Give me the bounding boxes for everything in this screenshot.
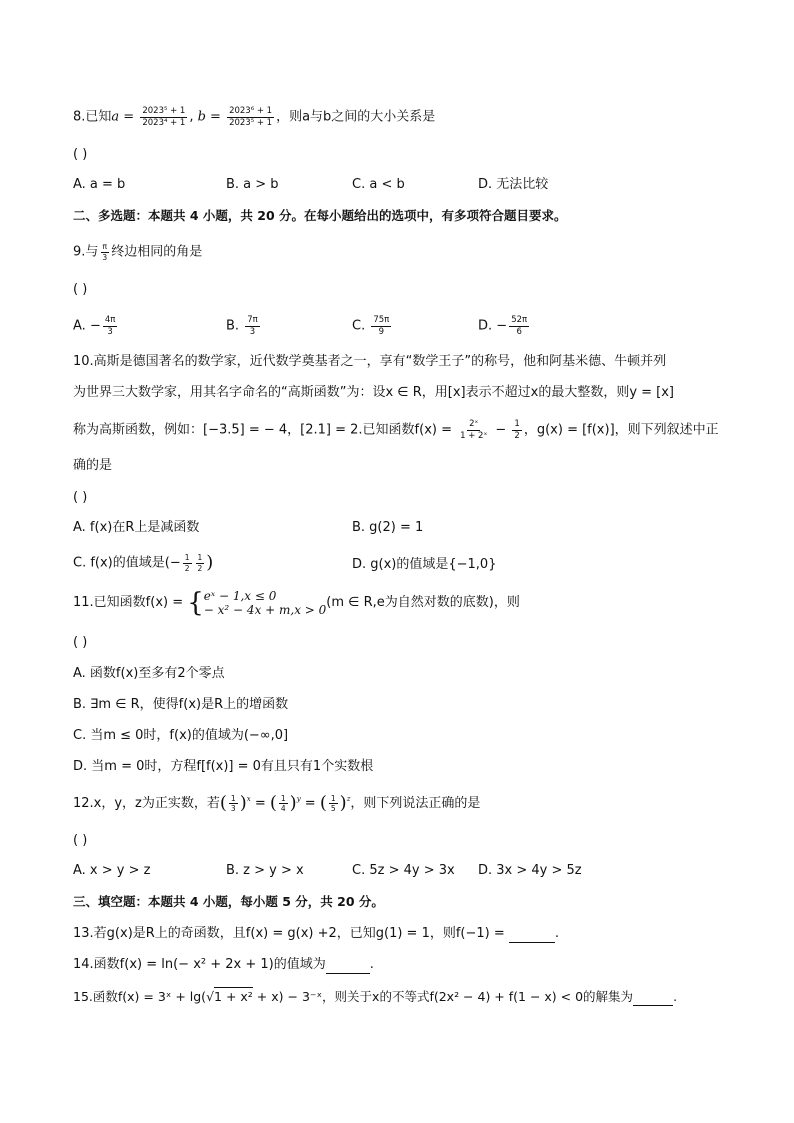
q9-answer-paren: ( ) — [73, 282, 88, 297]
q12-d3: 5 — [330, 804, 336, 813]
q9-option-c-den: 9 — [378, 326, 385, 337]
q14-text: 14.函数f(x) = ln(− x² + 2x + 1)的值域为 — [73, 957, 326, 972]
q9-option-a-label: A. — [73, 318, 86, 334]
section-3-heading: 三、填空题：本题共 4 小题，每小题 5 分，共 20 分。 — [73, 894, 384, 909]
q8-suffix: ，则a与b之间的大小关系是 — [276, 109, 436, 125]
q12-e3: z — [346, 795, 351, 803]
q10-option-c-a: 1 — [184, 553, 190, 562]
q10-line-3c: ，g(x) = [f(x)]，则下列叙述中正 — [523, 422, 719, 438]
q10-line-3 — [73, 420, 719, 440]
q9-option-c-num: 75π — [373, 315, 390, 325]
q10-line-3a: 称为高斯函数，例如：[−3.5] = − 4，[2.1] = 2.已知函数f(x) = — [73, 422, 457, 438]
q9-option-c-label: C. — [352, 318, 366, 334]
q12-d2: 4 — [280, 804, 286, 813]
q12-prefix: 12.x，y，z为正实数，若 — [73, 796, 220, 811]
q10-option-c-b: 2 — [184, 563, 190, 573]
q8-b-denominator: 2023⁵ + 1 — [229, 117, 273, 128]
q13-period: . — [554, 926, 560, 941]
q8-a-numerator: 2023⁵ + 1 — [142, 106, 186, 116]
q12-f3: 1 — [330, 793, 336, 803]
q12-option-c: C. 5z > 4y > 3x — [352, 863, 455, 878]
q11-option-c: C. 当m ≤ 0时，f(x)的值域为(−∞,0] — [73, 728, 289, 743]
q8-answer-paren: ( ) — [73, 147, 88, 162]
q9-option-a-den: 3 — [107, 326, 113, 337]
q11-option-d: D. 当m = 0时，方程f[f(x)] = 0有且只有1个实数根 — [73, 759, 374, 774]
q15-text-b: + x) − 3⁻ˣ，则关于x的不等式f(2x² − 4) + f(1 − x) < 0的解集为 — [252, 989, 634, 1004]
q11-answer-paren: ( ) — [73, 635, 88, 650]
question-13 — [73, 925, 559, 943]
q10-option-c: C. f(x)的值域是(− $\frac{1}{2}$ $\frac{1}{2}$ ) — [73, 552, 214, 573]
q9-option-b — [226, 316, 262, 336]
q10-option-d: D. g(x)的值域是{−1,0} — [352, 557, 497, 572]
q10-answer-paren: ( ) — [73, 490, 88, 505]
q10-option-c-prefix: C. f(x)的值域是 — [73, 555, 165, 571]
q15-sqrt-sign: √ — [206, 989, 215, 1004]
q10-option-c-open: (− — [164, 555, 181, 571]
q14-answer-blank[interactable] — [326, 961, 370, 974]
q9-frac-den: 3 — [102, 252, 108, 262]
q12-option-a: A. x > y > z — [73, 863, 151, 878]
q10-half-num: 1 — [514, 419, 520, 429]
q15-radicand: 1 + x² — [214, 989, 253, 1004]
q9-frac-num: π — [102, 242, 108, 251]
q10-frac-num: 2ˣ — [469, 419, 479, 429]
q15-answer-blank[interactable] — [633, 993, 673, 1006]
question-8: 8.已知a = $\frac{\text{2023⁵ + 1}}{\text{2023⁴ + 1}}$ , b = $\frac{\text{2023⁶ + 1}}{\text{2023⁵ + 1}}$ ，则a与b之间的大小关系是 — [73, 106, 436, 128]
q10-line-1: 10.高斯是德国著名的数学家，近代数学奠基者之一，享有“数学王子”的称号，他和阿基米德、牛顿并列 — [73, 354, 667, 369]
q8-option-d: D. 无法比较 — [478, 177, 549, 192]
section-2-heading: 二、多选题：本题共 4 小题，共 20 分。在每小题给出的选项中，有多项符合题目要求。 — [73, 208, 567, 223]
q11-case-2: − x² − 4x + m,x > 0 — [203, 602, 327, 617]
q9-option-d-num: 52π — [511, 315, 528, 325]
q10-half-den: 2 — [514, 430, 520, 441]
q9-prefix: 与 — [85, 244, 99, 260]
question-14 — [73, 956, 374, 974]
q12-suffix: ，则下列说法正确的是 — [350, 796, 481, 811]
q9-option-a-num: 4π — [104, 315, 116, 325]
q10-frac-den: 1 + 2ˣ — [460, 430, 488, 441]
q8-prefix: 已知 — [85, 109, 112, 125]
q9-option-a — [73, 316, 119, 336]
q13-text: 13.若g(x)是R上的奇函数，且f(x) = g(x) +2，已知g(1) = 1，则f(−1) = — [73, 926, 509, 941]
question-15 — [73, 988, 677, 1006]
q11-case-1: eˣ − 1,x ≤ 0 — [203, 588, 277, 603]
q13-answer-blank[interactable] — [509, 930, 555, 943]
q9-option-b-den: 3 — [249, 326, 256, 337]
q10-option-c-d: 2 — [197, 563, 203, 573]
q8-option-b: B. a > b — [226, 177, 279, 192]
q9-option-b-label: B. — [226, 318, 240, 334]
q9-option-d-den: 6 — [516, 326, 522, 337]
q11-option-a: A. 函数f(x)至多有2个零点 — [73, 666, 225, 681]
q8-option-a: A. a = b — [73, 177, 126, 192]
q10-line-2: 为世界三大数学家，用其名字命名的“高斯函数”为：设x ∈ R，用[x]表示不超过x的最大整数，则y = [x] — [73, 385, 675, 400]
q12-e2: y — [296, 795, 301, 803]
q10-option-a: A. f(x)在R上是减函数 — [73, 520, 200, 535]
q15-period: . — [673, 989, 678, 1004]
q9-option-b-num: 7π — [247, 315, 258, 325]
q12-f1: 1 — [230, 793, 236, 803]
q8-number: 8. — [73, 109, 86, 125]
question-11: 11.已知函数f(x) = { eˣ − 1,x ≤ 0 − x² − 4x + m,x > 0 (m ∈ R,e为自然对数的底数)，则 — [73, 587, 520, 618]
q11-suffix: (m ∈ R,e为自然对数的底数)，则 — [326, 595, 520, 610]
q10-option-b: B. g(2) = 1 — [352, 520, 424, 535]
q12-answer-paren: ( ) — [73, 833, 88, 848]
q9-option-d-sign: − — [496, 318, 508, 334]
q12-f2: 1 — [280, 793, 286, 803]
q8-option-c: C. a < b — [352, 177, 405, 192]
q11-option-b: B. ∃m ∈ R，使得f(x)是R上的增函数 — [73, 697, 289, 712]
q14-period: . — [369, 957, 374, 972]
question-9 — [73, 243, 202, 262]
q8-b-numerator: 2023⁶ + 1 — [229, 106, 273, 116]
q9-number: 9. — [73, 244, 86, 260]
q12-option-d: D. 3x > 4y > 5z — [478, 863, 582, 878]
q9-option-c — [352, 316, 393, 336]
q9-option-d — [478, 316, 531, 336]
q9-option-d-label: D. — [478, 318, 493, 334]
q10-option-c-c: 1 — [197, 553, 203, 562]
question-12: 12.x，y，z为正实数，若( $\frac{1}{3}$ )$^x$ = ( $\frac{1}{4}$ )$^y$ = ( $\frac{1}{5}$ )$^z$，则下列说法正确的是 — [73, 792, 481, 814]
q9-suffix: 终边相同的角是 — [111, 244, 203, 260]
q8-a-denominator: 2023⁴ + 1 — [142, 117, 186, 128]
q9-option-a-sign: − — [89, 318, 101, 334]
q10-minus: − — [491, 422, 511, 438]
q12-e1: x — [246, 795, 251, 803]
q11-prefix: 11.已知函数f(x) = — [73, 595, 188, 610]
q10-line-4: 确的是 — [73, 458, 113, 473]
q12-d1: 3 — [230, 804, 236, 813]
q15-text-a: 15.函数f(x) = 3ˣ + lg( — [73, 989, 207, 1004]
q12-option-b: B. z > y > x — [226, 863, 304, 878]
